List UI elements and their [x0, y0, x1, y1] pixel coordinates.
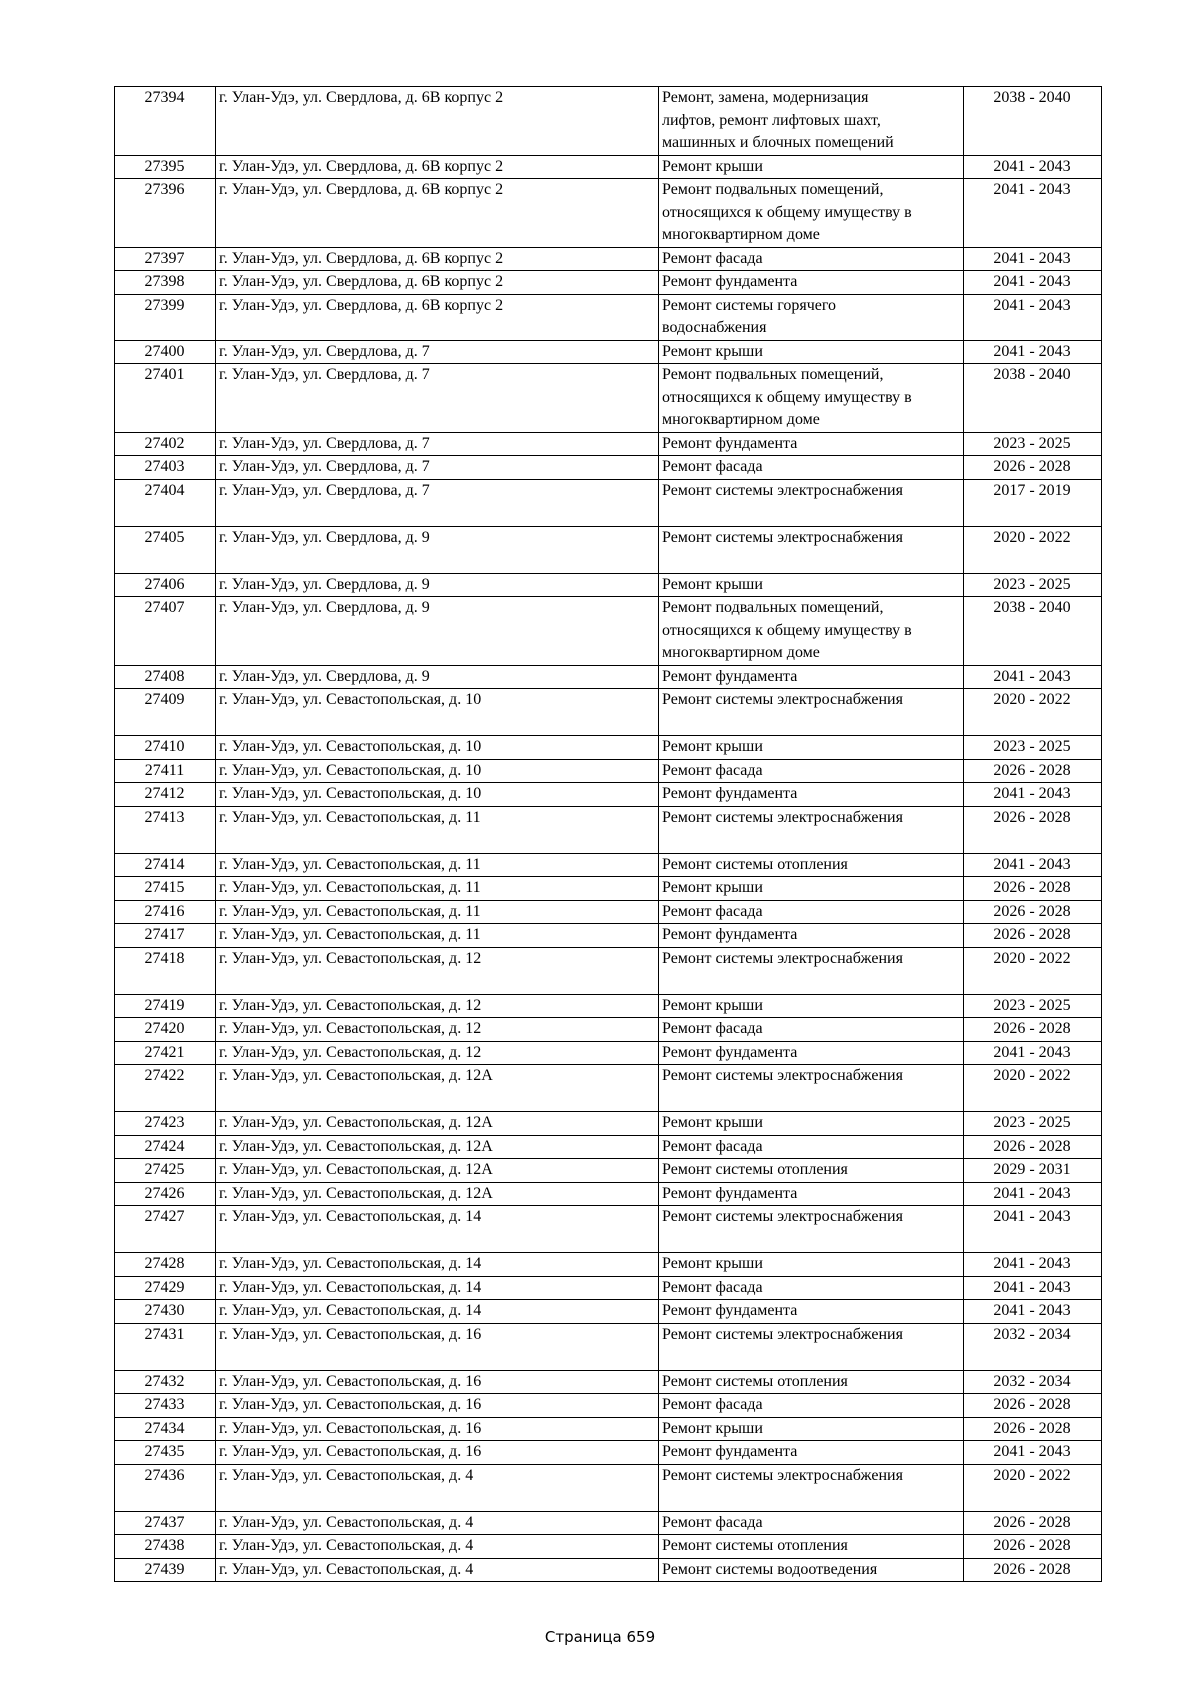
work-type-line: Ремонт, замена, модернизация — [662, 89, 869, 106]
work-type-cell — [659, 1511, 964, 1535]
work-type-line: Ремонт системы электроснабжения — [662, 1208, 903, 1225]
work-type-line: Ремонт системы отопления — [662, 1161, 848, 1178]
period-cell: 2032 - 2034 — [964, 1323, 1102, 1370]
table-row — [115, 1018, 1102, 1042]
row-id-cell: 27417 — [115, 924, 216, 948]
table-row — [115, 456, 1102, 480]
table-row — [115, 689, 1102, 736]
work-type-cell — [659, 294, 964, 340]
period-cell: 2041 - 2043 — [964, 1206, 1102, 1253]
row-id-cell: 27427 — [115, 1206, 216, 1253]
row-id-cell: 27416 — [115, 900, 216, 924]
address-cell: г. Улан-Удэ, ул. Свердлова, д. 9 — [216, 597, 659, 666]
table-row — [115, 271, 1102, 295]
period-cell: 2023 - 2025 — [964, 432, 1102, 456]
period-cell: 2026 - 2028 — [964, 1018, 1102, 1042]
work-type-line: Ремонт крыши — [662, 996, 763, 1014]
period-cell: 2041 - 2043 — [964, 179, 1102, 248]
row-id-cell: 27408 — [115, 665, 216, 689]
table-row — [115, 1323, 1102, 1370]
table-row — [115, 853, 1102, 877]
address-cell: г. Улан-Удэ, ул. Свердлова, д. 7 — [216, 432, 659, 456]
period-cell: 2026 - 2028 — [964, 1511, 1102, 1535]
row-id-cell: 27398 — [115, 271, 216, 295]
row-id-cell: 27437 — [115, 1511, 216, 1535]
table-row — [115, 155, 1102, 179]
work-type-line: Ремонт фасада — [662, 761, 763, 779]
period-cell: 2041 - 2043 — [964, 340, 1102, 364]
row-id-cell: 27421 — [115, 1041, 216, 1065]
period-cell: 2026 - 2028 — [964, 806, 1102, 853]
work-type-line: относящихся к общему имуществу в — [662, 203, 912, 221]
work-type-cell — [659, 340, 964, 364]
row-id-cell: 27429 — [115, 1276, 216, 1300]
work-type-cell — [659, 1558, 964, 1582]
address-cell: г. Улан-Удэ, ул. Севастопольская, д. 11 — [216, 806, 659, 853]
work-type-line: Ремонт системы электроснабжения — [662, 1325, 903, 1343]
table-row — [115, 479, 1102, 526]
work-type-line: Ремонт фундамента — [662, 926, 798, 943]
table-row — [115, 900, 1102, 924]
address-cell: г. Улан-Удэ, ул. Севастопольская, д. 4 — [216, 1558, 659, 1582]
work-type-cell — [659, 1417, 964, 1441]
work-type-line: Ремонт крыши — [662, 1114, 763, 1131]
row-id-cell: 27412 — [115, 783, 216, 807]
address-cell: г. Улан-Удэ, ул. Севастопольская, д. 4 — [216, 1464, 659, 1511]
work-type-cell — [659, 1253, 964, 1277]
address-cell: г. Улан-Удэ, ул. Севастопольская, д. 4 — [216, 1535, 659, 1559]
work-type-cell — [659, 1323, 964, 1370]
work-type-line: Ремонт фундамента — [662, 667, 798, 685]
address-cell: г. Улан-Удэ, ул. Свердлова, д. 7 — [216, 479, 659, 526]
row-id-cell: 27397 — [115, 247, 216, 271]
period-cell: 2026 - 2028 — [964, 900, 1102, 924]
work-type-line: Ремонт крыши — [662, 575, 763, 593]
table-row — [115, 87, 1102, 156]
address-cell: г. Улан-Удэ, ул. Севастопольская, д. 16 — [216, 1323, 659, 1370]
work-type-cell — [659, 994, 964, 1018]
work-type-line: Ремонт крыши — [662, 1419, 763, 1437]
period-cell: 2041 - 2043 — [964, 783, 1102, 807]
period-cell: 2041 - 2043 — [964, 155, 1102, 179]
period-cell: 2020 - 2022 — [964, 526, 1102, 573]
address-cell: г. Улан-Удэ, ул. Свердлова, д. 9 — [216, 665, 659, 689]
table-row — [115, 1276, 1102, 1300]
row-id-cell: 27399 — [115, 294, 216, 340]
work-type-line: Ремонт подвальных помещений, — [662, 181, 884, 198]
row-id-cell: 27431 — [115, 1323, 216, 1370]
address-cell: г. Улан-Удэ, ул. Севастопольская, д. 11 — [216, 900, 659, 924]
row-id-cell: 27405 — [115, 526, 216, 573]
address-cell: г. Улан-Удэ, ул. Севастопольская, д. 16 — [216, 1441, 659, 1465]
work-type-cell — [659, 1464, 964, 1511]
work-type-cell — [659, 1441, 964, 1465]
table-row — [115, 1511, 1102, 1535]
address-cell: г. Улан-Удэ, ул. Свердлова, д. 9 — [216, 526, 659, 573]
address-cell: г. Улан-Удэ, ул. Свердлова, д. 6В корпус 2 — [216, 294, 659, 340]
address-cell: г. Улан-Удэ, ул. Севастопольская, д. 12А — [216, 1159, 659, 1183]
work-type-line: Ремонт системы отопления — [662, 1537, 848, 1554]
work-type-cell — [659, 947, 964, 994]
work-type-cell — [659, 783, 964, 807]
page-number: Страница 659 — [544, 1628, 656, 1646]
period-cell: 2041 - 2043 — [964, 271, 1102, 295]
work-type-line: Ремонт системы электроснабжения — [662, 1466, 903, 1484]
work-type-line: Ремонт системы водоотведения — [662, 1560, 878, 1578]
row-id-cell: 27436 — [115, 1464, 216, 1511]
period-cell: 2041 - 2043 — [964, 1182, 1102, 1206]
work-type-line: Ремонт подвальных помещений, — [662, 599, 884, 616]
address-cell: г. Улан-Удэ, ул. Севастопольская, д. 14 — [216, 1276, 659, 1300]
row-id-cell: 27435 — [115, 1441, 216, 1465]
row-id-cell: 27426 — [115, 1182, 216, 1206]
table-row — [115, 1535, 1102, 1559]
table-row — [115, 1558, 1102, 1582]
table-row — [115, 432, 1102, 456]
work-type-cell — [659, 364, 964, 433]
row-id-cell: 27420 — [115, 1018, 216, 1042]
period-cell: 2041 - 2043 — [964, 665, 1102, 689]
period-cell: 2020 - 2022 — [964, 1464, 1102, 1511]
work-type-cell — [659, 1300, 964, 1324]
address-cell: г. Улан-Удэ, ул. Свердлова, д. 9 — [216, 573, 659, 597]
address-cell: г. Улан-Удэ, ул. Севастопольская, д. 16 — [216, 1417, 659, 1441]
row-id-cell: 27402 — [115, 432, 216, 456]
period-cell: 2026 - 2028 — [964, 1135, 1102, 1159]
address-cell: г. Улан-Удэ, ул. Свердлова, д. 6В корпус 2 — [216, 179, 659, 248]
table-row — [115, 759, 1102, 783]
work-type-cell — [659, 1112, 964, 1136]
period-cell: 2020 - 2022 — [964, 947, 1102, 994]
row-id-cell: 27400 — [115, 340, 216, 364]
work-type-cell — [659, 853, 964, 877]
work-type-line: многоквартирном доме — [662, 226, 820, 243]
work-type-cell — [659, 247, 964, 271]
work-type-cell — [659, 1370, 964, 1394]
work-type-line: Ремонт фундамента — [662, 434, 798, 452]
work-type-line: водоснабжения — [662, 319, 767, 336]
work-type-cell — [659, 1394, 964, 1418]
work-type-line: Ремонт фундамента — [662, 1443, 798, 1460]
address-cell: г. Улан-Удэ, ул. Севастопольская, д. 14 — [216, 1253, 659, 1277]
table-row — [115, 806, 1102, 853]
work-type-line: Ремонт системы электроснабжения — [662, 949, 903, 967]
work-type-line: Ремонт фасада — [662, 1020, 763, 1037]
period-cell: 2041 - 2043 — [964, 1300, 1102, 1324]
work-type-cell — [659, 1041, 964, 1065]
row-id-cell: 27423 — [115, 1112, 216, 1136]
table-row — [115, 924, 1102, 948]
address-cell: г. Улан-Удэ, ул. Свердлова, д. 6В корпус 2 — [216, 87, 659, 156]
work-type-line: машинных и блочных помещений — [662, 134, 894, 151]
work-type-line: Ремонт системы отопления — [662, 855, 848, 873]
address-cell: г. Улан-Удэ, ул. Севастопольская, д. 12 — [216, 1041, 659, 1065]
row-id-cell: 27438 — [115, 1535, 216, 1559]
work-type-line: многоквартирном доме — [662, 644, 820, 661]
table-row — [115, 1394, 1102, 1418]
period-cell: 2026 - 2028 — [964, 877, 1102, 901]
address-cell: г. Улан-Удэ, ул. Севастопольская, д. 11 — [216, 853, 659, 877]
table-row — [115, 947, 1102, 994]
table-row — [115, 1417, 1102, 1441]
table-row — [115, 1206, 1102, 1253]
work-type-line: Ремонт фундамента — [662, 273, 798, 290]
row-id-cell: 27430 — [115, 1300, 216, 1324]
work-type-cell — [659, 1276, 964, 1300]
work-type-line: Ремонт фасада — [662, 902, 763, 920]
work-type-line: Ремонт системы электроснабжения — [662, 808, 903, 826]
row-id-cell: 27418 — [115, 947, 216, 994]
row-id-cell: 27407 — [115, 597, 216, 666]
period-cell: 2023 - 2025 — [964, 994, 1102, 1018]
period-cell: 2026 - 2028 — [964, 1558, 1102, 1582]
row-id-cell: 27401 — [115, 364, 216, 433]
work-type-cell — [659, 526, 964, 573]
row-id-cell: 27424 — [115, 1135, 216, 1159]
row-id-cell: 27414 — [115, 853, 216, 877]
table-row — [115, 1441, 1102, 1465]
table-row — [115, 783, 1102, 807]
row-id-cell: 27406 — [115, 573, 216, 597]
table-row — [115, 340, 1102, 364]
period-cell: 2029 - 2031 — [964, 1159, 1102, 1183]
table-body — [115, 87, 1102, 1582]
period-cell: 2026 - 2028 — [964, 1417, 1102, 1441]
row-id-cell: 27396 — [115, 179, 216, 248]
address-cell: г. Улан-Удэ, ул. Севастопольская, д. 16 — [216, 1394, 659, 1418]
table-row — [115, 1300, 1102, 1324]
work-type-line: Ремонт крыши — [662, 1255, 763, 1272]
period-cell: 2023 - 2025 — [964, 573, 1102, 597]
period-cell: 2041 - 2043 — [964, 1441, 1102, 1465]
table-row — [115, 1065, 1102, 1112]
work-type-cell — [659, 456, 964, 480]
row-id-cell: 27432 — [115, 1370, 216, 1394]
work-type-cell — [659, 597, 964, 666]
period-cell: 2038 - 2040 — [964, 87, 1102, 156]
period-cell: 2026 - 2028 — [964, 456, 1102, 480]
work-type-line: Ремонт системы электроснабжения — [662, 691, 903, 708]
work-type-cell — [659, 806, 964, 853]
work-type-line: Ремонт фасада — [662, 458, 763, 475]
row-id-cell: 27413 — [115, 806, 216, 853]
table-row — [115, 1253, 1102, 1277]
address-cell: г. Улан-Удэ, ул. Севастопольская, д. 10 — [216, 783, 659, 807]
row-id-cell: 27425 — [115, 1159, 216, 1183]
row-id-cell: 27419 — [115, 994, 216, 1018]
address-cell: г. Улан-Удэ, ул. Севастопольская, д. 11 — [216, 924, 659, 948]
work-type-line: Ремонт крыши — [662, 157, 763, 175]
work-type-cell — [659, 432, 964, 456]
period-cell: 2020 - 2022 — [964, 689, 1102, 736]
period-cell: 2032 - 2034 — [964, 1370, 1102, 1394]
address-cell: г. Улан-Удэ, ул. Свердлова, д. 7 — [216, 456, 659, 480]
row-id-cell: 27428 — [115, 1253, 216, 1277]
address-cell: г. Улан-Удэ, ул. Севастопольская, д. 10 — [216, 689, 659, 736]
row-id-cell: 27439 — [115, 1558, 216, 1582]
work-type-line: Ремонт фасада — [662, 249, 763, 267]
row-id-cell: 27433 — [115, 1394, 216, 1418]
table-row — [115, 994, 1102, 1018]
work-type-cell — [659, 155, 964, 179]
work-type-cell — [659, 689, 964, 736]
work-type-line: Ремонт системы горячего — [662, 296, 837, 314]
row-id-cell: 27422 — [115, 1065, 216, 1112]
address-cell: г. Улан-Удэ, ул. Севастопольская, д. 12 — [216, 994, 659, 1018]
work-type-line: Ремонт фасада — [662, 1396, 763, 1413]
row-id-cell: 27411 — [115, 759, 216, 783]
address-cell: г. Улан-Удэ, ул. Севастопольская, д. 10 — [216, 759, 659, 783]
row-id-cell: 27404 — [115, 479, 216, 526]
table-row — [115, 1182, 1102, 1206]
table-row — [115, 1159, 1102, 1183]
address-cell: г. Улан-Удэ, ул. Севастопольская, д. 12А — [216, 1182, 659, 1206]
table-row — [115, 1464, 1102, 1511]
period-cell: 2041 - 2043 — [964, 1276, 1102, 1300]
row-id-cell: 27394 — [115, 87, 216, 156]
table-row — [115, 665, 1102, 689]
table-row — [115, 294, 1102, 340]
address-cell: г. Улан-Удэ, ул. Севастопольская, д. 12А — [216, 1135, 659, 1159]
address-cell: г. Улан-Удэ, ул. Севастопольская, д. 14 — [216, 1300, 659, 1324]
work-type-line: Ремонт системы отопления — [662, 1372, 848, 1390]
table-row — [115, 364, 1102, 433]
work-type-line: Ремонт крыши — [662, 342, 763, 360]
address-cell: г. Улан-Удэ, ул. Севастопольская, д. 12 — [216, 1018, 659, 1042]
work-type-line: Ремонт крыши — [662, 879, 763, 896]
period-cell: 2023 - 2025 — [964, 736, 1102, 760]
work-type-cell — [659, 1018, 964, 1042]
work-type-line: многоквартирном доме — [662, 411, 820, 428]
work-type-cell — [659, 924, 964, 948]
period-cell: 2041 - 2043 — [964, 294, 1102, 340]
period-cell: 2026 - 2028 — [964, 1394, 1102, 1418]
work-type-line: Ремонт фундамента — [662, 1043, 798, 1061]
row-id-cell: 27410 — [115, 736, 216, 760]
table-row — [115, 247, 1102, 271]
work-type-line: Ремонт системы электроснабжения — [662, 528, 903, 546]
address-cell: г. Улан-Удэ, ул. Севастопольская, д. 4 — [216, 1511, 659, 1535]
address-cell: г. Улан-Удэ, ул. Севастопольская, д. 12А — [216, 1112, 659, 1136]
period-cell: 2041 - 2043 — [964, 853, 1102, 877]
period-cell: 2038 - 2040 — [964, 364, 1102, 433]
table-row — [115, 179, 1102, 248]
work-type-cell — [659, 1135, 964, 1159]
period-cell: 2041 - 2043 — [964, 1041, 1102, 1065]
work-type-line: лифтов, ремонт лифтовых шахт, — [662, 111, 881, 129]
table-row — [115, 597, 1102, 666]
work-type-cell — [659, 87, 964, 156]
address-cell: г. Улан-Удэ, ул. Свердлова, д. 6В корпус 2 — [216, 155, 659, 179]
work-type-line: относящихся к общему имуществу в — [662, 388, 912, 406]
table-row — [115, 1112, 1102, 1136]
work-type-cell — [659, 479, 964, 526]
row-id-cell: 27395 — [115, 155, 216, 179]
address-cell: г. Улан-Удэ, ул. Севастопольская, д. 10 — [216, 736, 659, 760]
work-type-line: Ремонт фасада — [662, 1278, 763, 1296]
address-cell: г. Улан-Удэ, ул. Севастопольская, д. 12А — [216, 1065, 659, 1112]
address-cell: г. Улан-Удэ, ул. Свердлова, д. 6В корпус 2 — [216, 247, 659, 271]
work-type-line: относящихся к общему имуществу в — [662, 621, 912, 639]
period-cell: 2020 - 2022 — [964, 1065, 1102, 1112]
period-cell: 2023 - 2025 — [964, 1112, 1102, 1136]
address-cell: г. Улан-Удэ, ул. Севастопольская, д. 16 — [216, 1370, 659, 1394]
table-row — [115, 877, 1102, 901]
period-cell: 2041 - 2043 — [964, 247, 1102, 271]
work-type-cell — [659, 271, 964, 295]
work-type-line: Ремонт крыши — [662, 738, 763, 755]
table-row — [115, 573, 1102, 597]
table-row — [115, 1135, 1102, 1159]
work-type-cell — [659, 1182, 964, 1206]
work-type-cell — [659, 573, 964, 597]
period-cell: 2026 - 2028 — [964, 924, 1102, 948]
work-type-cell — [659, 759, 964, 783]
work-type-line: Ремонт системы электроснабжения — [662, 1067, 903, 1084]
period-cell: 2017 - 2019 — [964, 479, 1102, 526]
address-cell: г. Улан-Удэ, ул. Свердлова, д. 7 — [216, 364, 659, 433]
address-cell: г. Улан-Удэ, ул. Севастопольская, д. 12 — [216, 947, 659, 994]
work-type-cell — [659, 1206, 964, 1253]
work-type-cell — [659, 665, 964, 689]
row-id-cell: 27415 — [115, 877, 216, 901]
work-type-cell — [659, 900, 964, 924]
work-type-cell — [659, 736, 964, 760]
address-cell: г. Улан-Удэ, ул. Свердлова, д. 7 — [216, 340, 659, 364]
period-cell: 2026 - 2028 — [964, 1535, 1102, 1559]
work-type-cell — [659, 877, 964, 901]
work-type-cell — [659, 1159, 964, 1183]
table-row — [115, 1370, 1102, 1394]
work-type-line: Ремонт фундамента — [662, 785, 798, 802]
period-cell: 2038 - 2040 — [964, 597, 1102, 666]
address-cell: г. Улан-Удэ, ул. Свердлова, д. 6В корпус 2 — [216, 271, 659, 295]
address-cell: г. Улан-Удэ, ул. Севастопольская, д. 14 — [216, 1206, 659, 1253]
work-type-cell — [659, 179, 964, 248]
work-type-cell — [659, 1535, 964, 1559]
table-row — [115, 1041, 1102, 1065]
work-type-line: Ремонт подвальных помещений, — [662, 366, 884, 383]
period-cell: 2041 - 2043 — [964, 1253, 1102, 1277]
work-type-line: Ремонт фундамента — [662, 1302, 798, 1319]
work-type-line: Ремонт фундамента — [662, 1184, 798, 1202]
row-id-cell: 27434 — [115, 1417, 216, 1441]
period-cell: 2026 - 2028 — [964, 759, 1102, 783]
work-type-line: Ремонт системы электроснабжения — [662, 481, 903, 499]
table-row — [115, 736, 1102, 760]
row-id-cell: 27409 — [115, 689, 216, 736]
repair-schedule-table — [114, 86, 1102, 1582]
row-id-cell: 27403 — [115, 456, 216, 480]
work-type-line: Ремонт фасада — [662, 1137, 763, 1155]
work-type-cell — [659, 1065, 964, 1112]
address-cell: г. Улан-Удэ, ул. Севастопольская, д. 11 — [216, 877, 659, 901]
table-row — [115, 526, 1102, 573]
work-type-line: Ремонт фасада — [662, 1513, 763, 1531]
